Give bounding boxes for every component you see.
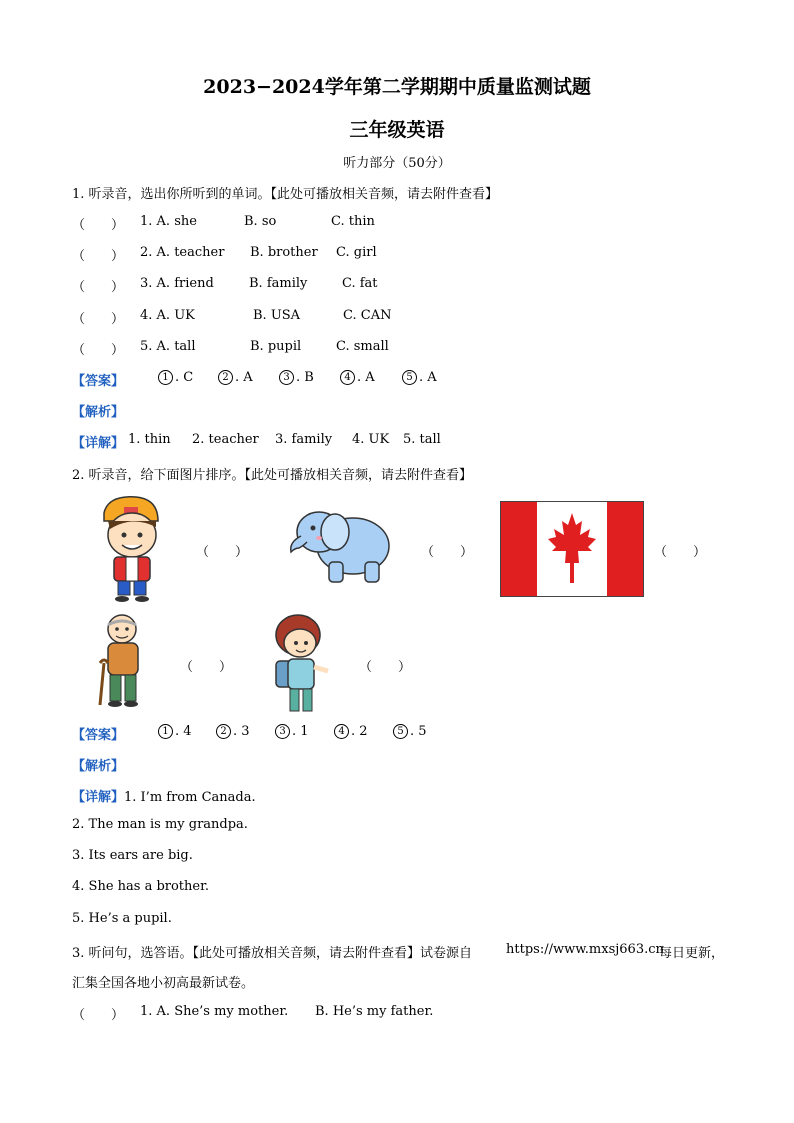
q1-answer-row xyxy=(72,370,437,389)
q2-answer-row xyxy=(72,724,427,743)
option-c: C. small xyxy=(336,339,389,354)
q1-item xyxy=(72,245,377,264)
answer-blank[interactable]: （ ） xyxy=(359,660,412,675)
answer-blank[interactable]: （ ） xyxy=(72,280,125,295)
answer-3: 3 . 1 xyxy=(275,724,309,739)
detail-item: 4. UK xyxy=(352,432,390,447)
option-a: 3. A. friend xyxy=(140,276,214,291)
answer-blank[interactable]: （ ） xyxy=(72,1008,125,1023)
answer-blank[interactable]: （ ） xyxy=(196,545,249,560)
answer-blank[interactable]: （ ） xyxy=(654,545,707,560)
canada-flag-icon xyxy=(500,501,644,597)
pupil-backpack-icon xyxy=(268,613,332,715)
option-c: C. fat xyxy=(342,276,378,291)
answer-4: 4 . A xyxy=(340,370,375,385)
q1-item xyxy=(72,339,389,358)
answer-blank[interactable]: （ ） xyxy=(72,343,125,358)
answer-2: 2 . A xyxy=(218,370,253,385)
detail-item: 5. tall xyxy=(403,432,441,447)
answer-5: 5 . 5 xyxy=(393,724,427,739)
detail-label: 【详解】 xyxy=(72,436,125,451)
page-title: 2023−2024学年第二学期期中质量监测试题 xyxy=(203,76,591,98)
option-c: C. thin xyxy=(331,214,375,229)
answer-1: 1 . C xyxy=(158,370,193,385)
q1-item xyxy=(72,308,392,327)
detail-item: 3. family xyxy=(275,432,333,447)
option-c: C. girl xyxy=(336,245,377,260)
option-b: B. family xyxy=(249,276,308,291)
option-b: B. so xyxy=(244,214,277,229)
answer-label: 【答案】 xyxy=(72,374,125,389)
option-a: 1. A. she xyxy=(140,214,197,229)
option-a: 2. A. teacher xyxy=(140,245,225,260)
detail-item: 2. teacher xyxy=(192,432,259,447)
answer-3: 3 . B xyxy=(279,370,314,385)
q1-item xyxy=(72,214,375,233)
grandpa-icon xyxy=(96,613,152,709)
analysis-label: 【解析】 xyxy=(72,405,125,420)
detail-item: 4. She has a brother. xyxy=(72,879,210,894)
answer-blank[interactable]: （ ） xyxy=(180,660,233,675)
answer-2: 2 . 3 xyxy=(216,724,250,739)
answer-1: 1 . 4 xyxy=(158,724,192,739)
elephant-icon xyxy=(285,502,393,586)
answer-blank[interactable]: （ ） xyxy=(421,545,474,560)
detail-item: 3. Its ears are big. xyxy=(72,848,193,863)
answer-blank[interactable]: （ ） xyxy=(72,218,125,233)
q1-stem: 1. 听录音，选出你所听到的单词。【此处可播放相关音频，请去附件查看】 xyxy=(72,187,499,202)
option-a: 4. A. UK xyxy=(140,308,195,323)
q2-detail-1 xyxy=(72,786,256,805)
analysis-label: 【解析】 xyxy=(72,759,125,774)
option-a: 5. A. tall xyxy=(140,339,196,354)
answer-blank[interactable]: （ ） xyxy=(72,249,125,264)
option-b: B. USA xyxy=(253,308,301,323)
section-heading: 听力部分（50分） xyxy=(343,156,451,171)
detail-item: 1. I’m from Canada. xyxy=(124,790,256,805)
option-c: C. CAN xyxy=(343,308,392,323)
answer-5: 5 . A xyxy=(402,370,437,385)
detail-item: 5. He’s a pupil. xyxy=(72,911,172,926)
detail-label: 【详解】 xyxy=(72,790,125,805)
answer-blank[interactable]: （ ） xyxy=(72,312,125,327)
answer-label: 【答案】 xyxy=(72,728,125,743)
option-b: B. He’s my father. xyxy=(315,1004,434,1019)
detail-item: 1. thin xyxy=(128,432,171,447)
q3-stem: 3. 听问句，选答语。【此处可播放相关音频，请去附件查看】试卷源自 https://www.mxsj663.cn 每日更新， xyxy=(72,942,725,961)
option-b: B. pupil xyxy=(250,339,302,354)
q1-detail-row xyxy=(72,432,441,451)
answer-4: 4 . 2 xyxy=(334,724,368,739)
q2-stem: 2. 听录音，给下面图片排序。【此处可播放相关音频，请去附件查看】 xyxy=(72,468,473,483)
option-b: B. brother xyxy=(250,245,318,260)
detail-item: 2. The man is my grandpa. xyxy=(72,817,248,832)
q1-item xyxy=(72,276,378,295)
option-a: 1. A. She’s my mother. xyxy=(140,1004,289,1019)
boy-cap-icon xyxy=(96,493,164,603)
q3-item xyxy=(72,1004,434,1023)
source-link[interactable]: https://www.mxsj663.cn xyxy=(506,942,664,957)
page-subtitle: 三年级英语 xyxy=(349,119,445,141)
q3-stem-cont: 汇集全国各地小初高最新试卷。 xyxy=(72,976,255,991)
